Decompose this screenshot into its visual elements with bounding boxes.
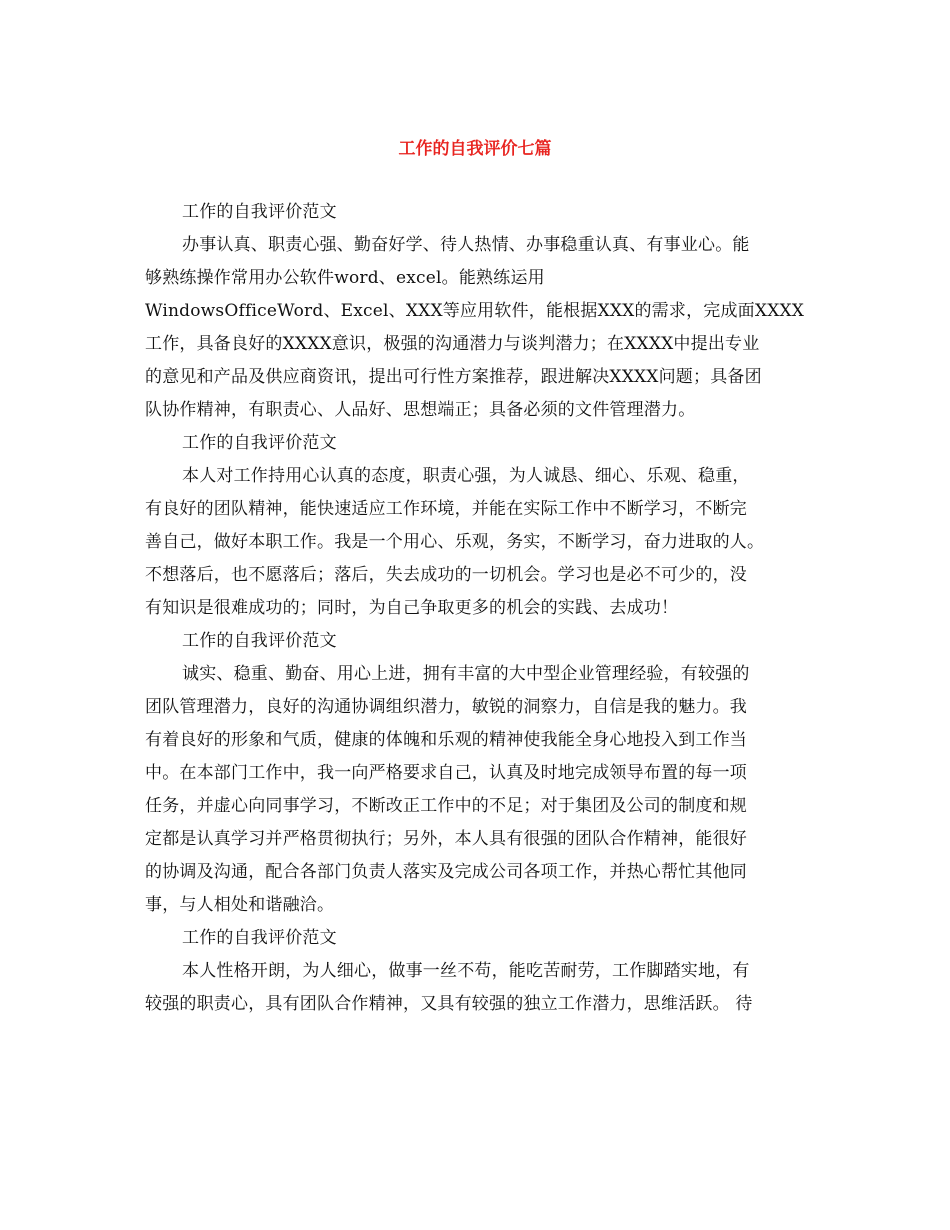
text-line: 善自己，做好本职工作。我是一个用心、乐观，务实，不断学习，奋力进取的人。	[145, 532, 765, 552]
text-line: 事，与人相处和谐融洽。	[145, 895, 335, 915]
paragraph-first-line: 办事认真、职责心强、勤奋好学、待人热情、办事稳重认真、有事业心。能	[182, 235, 750, 255]
document-title: 工作的自我评价七篇	[398, 139, 552, 159]
text-line: 有着良好的形象和气质，健康的体魄和乐观的精神使我能全身心地投入到工作当	[145, 730, 747, 750]
paragraph-first-line: 工作的自我评价范文	[182, 928, 337, 948]
paragraph-first-line: 本人对工作持用心认真的态度，职责心强，为人诚恳、细心、乐观、稳重，	[182, 466, 750, 486]
text-line: 工作，具备良好的XXXX意识，极强的沟通潜力与谈判潜力；在XXXX中提出专业	[145, 334, 760, 354]
document-body	[145, 196, 805, 1021]
text-line: 够熟练操作常用办公软件word、excel。能熟练运用	[145, 268, 545, 288]
text-line: 的意见和产品及供应商资讯，提出可行性方案推荐，跟进解决XXXX问题；具备团	[145, 367, 762, 387]
text-line: 较强的职责心，具有团队合作精神，又具有较强的独立工作潜力，思维活跃。 待	[145, 994, 753, 1014]
text-line: 队协作精神，有职责心、人品好、思想端正；具备必须的文件管理潜力。	[145, 400, 696, 420]
text-line: 有良好的团队精神，能快速适应工作环境，并能在实际工作中不断学习，不断完	[145, 499, 747, 519]
paragraph-first-line: 工作的自我评价范文	[182, 433, 337, 453]
text-line: 中。在本部门工作中，我一向严格要求自己，认真及时地完成领导布置的每一项	[145, 763, 747, 783]
paragraph-first-line: 本人性格开朗，为人细心，做事一丝不苟，能吃苦耐劳，工作脚踏实地，有	[182, 961, 750, 981]
text-line: 有知识是很难成功的；同时，为自己争取更多的机会的实践、去成功！	[145, 598, 679, 618]
paragraph-first-line: 诚实、稳重、勤奋、用心上进，拥有丰富的大中型企业管理经验，有较强的	[182, 664, 750, 684]
text-line: 团队管理潜力，良好的沟通协调组织潜力，敏锐的洞察力，自信是我的魅力。我	[145, 697, 747, 717]
text-line: 不想落后，也不愿落后；落后，失去成功的一切机会。学习也是必不可少的，没	[145, 565, 747, 585]
text-line: WindowsOfficeWord、Excel、XXX等应用软件，能根据XXX的需求，完成面XXXX	[145, 301, 805, 321]
paragraph-first-line: 工作的自我评价范文	[182, 631, 337, 651]
paragraph-first-line: 工作的自我评价范文	[182, 202, 337, 222]
text-line: 任务，并虚心向同事学习，不断改正工作中的不足；对于集团及公司的制度和规	[145, 796, 747, 816]
text-line: 定都是认真学习并严格贯彻执行；另外，本人具有很强的团队合作精神，能很好	[145, 829, 747, 849]
text-line: 的协调及沟通，配合各部门负责人落实及完成公司各项工作，并热心帮忙其他同	[145, 862, 747, 882]
